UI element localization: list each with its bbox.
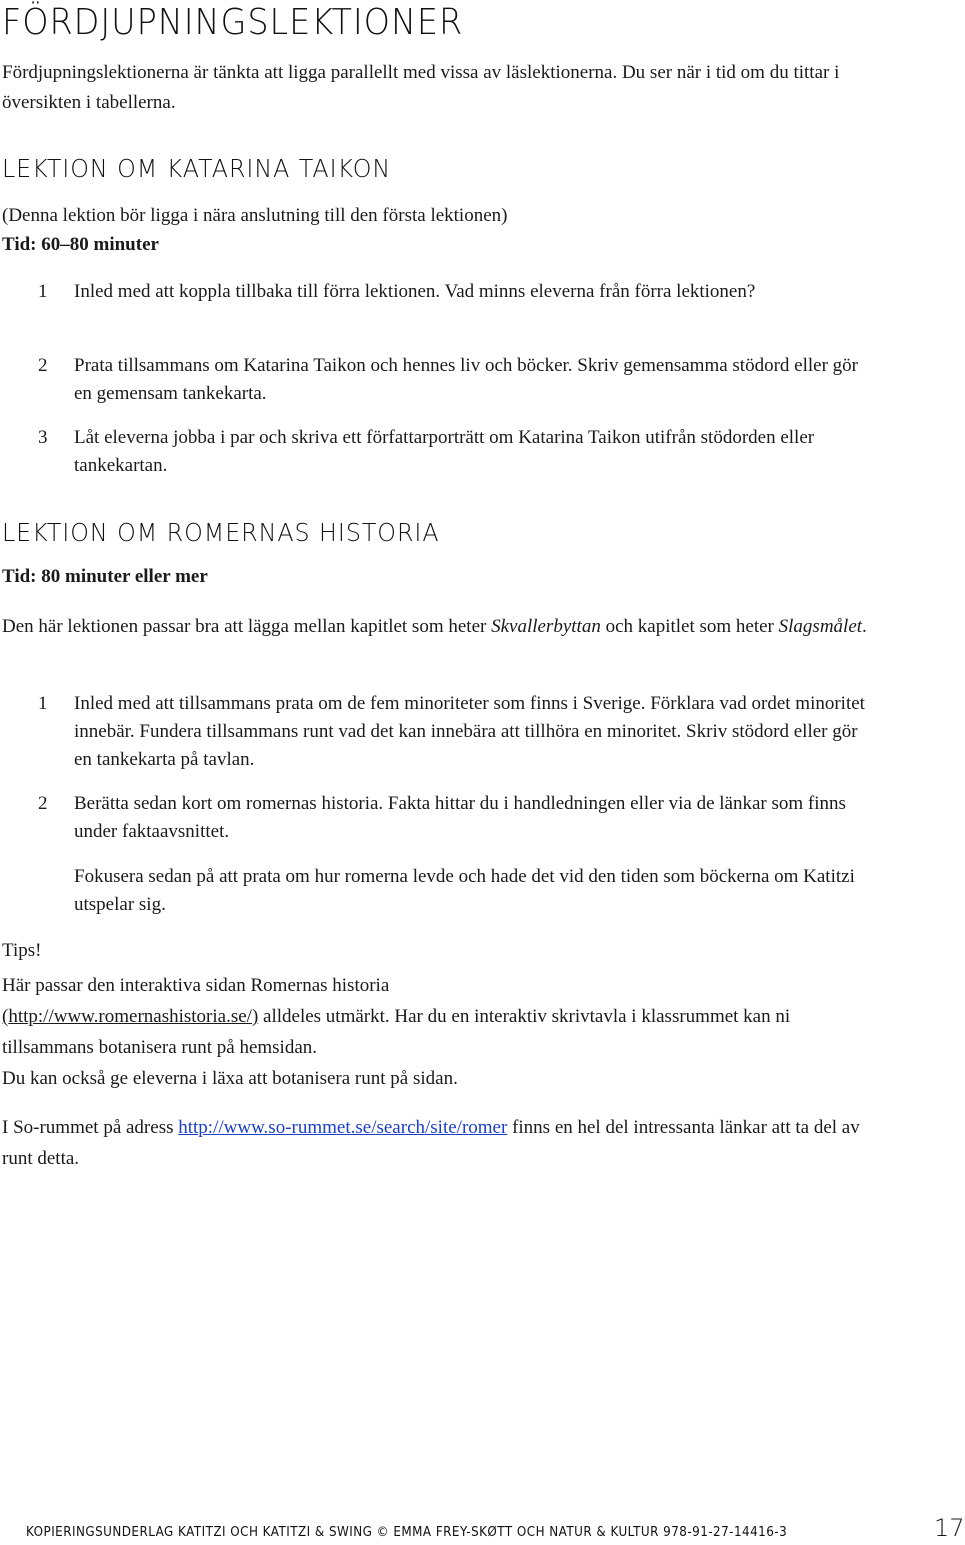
so-rummet-paragraph: I So-rummet på adress http://www.so-rummet.se/search/site/romer finns en hel del intressanta länkar att ta del av runt detta. (2, 1117, 860, 1169)
tips-label: Tips! (2, 940, 42, 961)
step-number: 3 (38, 427, 48, 448)
step-text: Inled med att koppla tillbaka till förra lektionen. Vad minns eleverna från förra lektionen? (74, 281, 756, 302)
footer-text: KOPIERINGSUNDERLAG KATITZI OCH KATITZI & SWING © EMMA FREY-SKØTT OCH NATUR & KULTUR 978-91-27-14416-3 (26, 1525, 788, 1540)
lesson2-intro: Den här lektionen passar bra att lägga mellan kapitlet som heter Skvallerbyttan och kapitlet som heter Slagsmålet. (2, 616, 867, 637)
chapter-title: Skvallerbyttan (491, 616, 601, 637)
step-text: Prata tillsammans om Katarina Taikon och hennes liv och böcker. Skriv gemensamma stödord eller gör en gemensam tankekarta. (74, 355, 858, 404)
lesson1-heading: LEKTION OM KATARINA TAIKON (2, 154, 392, 183)
step-text: Berätta sedan kort om romernas historia. Fakta hittar du i handledningen eller via de länkar som finns under faktaavsnittet. (74, 793, 846, 842)
lesson2-heading: LEKTION OM ROMERNAS HISTORIA (2, 518, 440, 547)
step-number: 1 (38, 281, 48, 302)
page-number: 17 (934, 1514, 965, 1542)
step-number: 2 (38, 355, 48, 376)
so-rummet-link[interactable]: http://www.so-rummet.se/search/site/romer (178, 1117, 508, 1138)
tips-paragraph: Här passar den interaktiva sidan Romernas historia (http://www.romernashistoria.se/) alldeles utmärkt. Har du en interaktiv skrivtavla i klassrummet kan ni tillsammans botanisera runt på hemsidan. Du kan också ge eleverna i läxa att botanisera runt på sidan. (2, 975, 791, 1089)
chapter-title: Slagsmålet (778, 616, 863, 637)
step-text: Fokusera sedan på att prata om hur romerna levde och hade det vid den tiden som böckerna om Katitzi utspelar sig. (74, 866, 855, 915)
lesson2-time: Tid: 80 minuter eller mer (2, 566, 208, 587)
step-text: Låt eleverna jobba i par och skriva ett författarporträtt om Katarina Taikon utifrån stödorden eller tankekartan. (74, 427, 815, 476)
intro-paragraph: Fördjupningslektionerna är tänkta att ligga parallellt med vissa av läslektionerna. Du ser när i tid om du tittar i översikten i tabellerna. (2, 62, 840, 113)
romernas-historia-link[interactable]: http://www.romernashistoria.se/) (8, 1006, 259, 1027)
step-number: 1 (38, 693, 48, 714)
lesson1-note: (Denna lektion bör ligga i nära anslutning till den första lektionen) (2, 205, 508, 226)
step-number: 2 (38, 793, 48, 814)
lesson1-time: Tid: 60–80 minuter (2, 234, 159, 255)
page-title: FÖRDJUPNINGSLEKTIONER (2, 2, 464, 43)
step-text: Inled med att tillsammans prata om de fem minoriteter som finns i Sverige. Förklara vad ordet minoritet innebär. Fundera tillsammans runt vad det kan innebära att tillhöra en minoritet. Skriv stödord eller gör en tankekarta på tavlan. (74, 693, 865, 770)
